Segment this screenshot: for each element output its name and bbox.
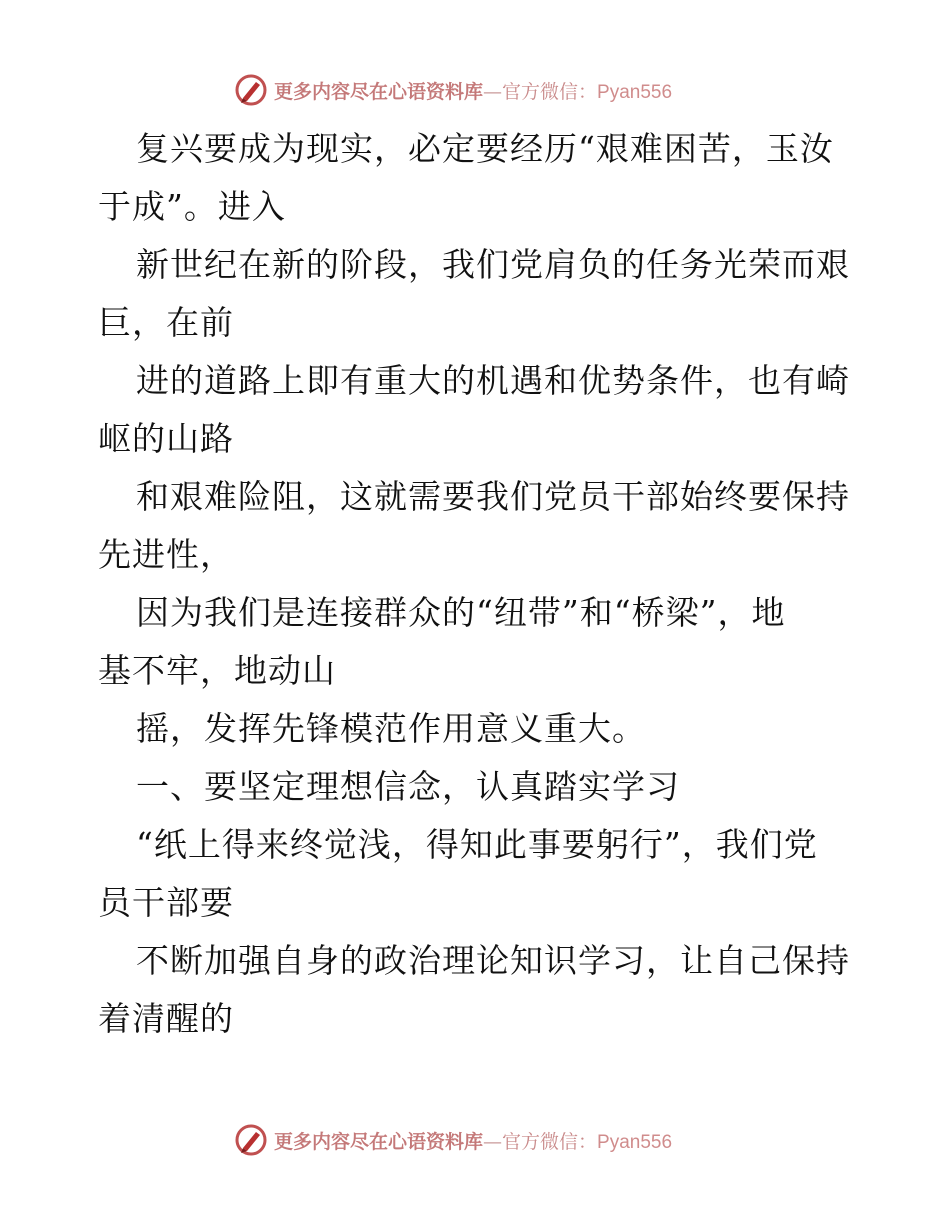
text-line: 和艰难险阻，这就需要我们党员干部始终要保持 xyxy=(136,477,850,516)
text-line: 因为我们是连接群众的“纽带”和“桥梁”，地 xyxy=(136,593,786,632)
text-line: 新世纪在新的阶段，我们党肩负的任务光荣而艰 xyxy=(136,245,850,284)
text-line: 摇，发挥先锋模范作用意义重大。 xyxy=(136,709,646,748)
text-line: 复兴要成为现实，必定要经历“艰难困苦，玉汝 xyxy=(136,129,834,168)
header-banner xyxy=(234,72,672,108)
banner-text: 更多内容尽在心语资料库—官方微信：Pyan556 xyxy=(274,1130,673,1153)
banner-text: 更多内容尽在心语资料库—官方微信：Pyan556 xyxy=(274,80,673,103)
text-line: “纸上得来终觉浅，得知此事要躬行”，我们党 xyxy=(136,825,818,864)
text-line: 进的道路上即有重大的机遇和优势条件，也有崎 xyxy=(136,361,850,400)
text-line: 于成”。进入 xyxy=(98,187,286,226)
pen-logo-icon xyxy=(234,1123,268,1157)
text-line: 岖的山路 xyxy=(98,419,234,458)
pen-logo-icon xyxy=(234,73,268,107)
text-line: 基不牢，地动山 xyxy=(98,651,336,690)
text-line: 不断加强自身的政治理论知识学习，让自己保持 xyxy=(136,941,850,980)
text-line: 着清醒的 xyxy=(98,999,234,1038)
text-line: 先进性， xyxy=(98,535,234,574)
text-line: 巨，在前 xyxy=(98,303,234,342)
text-line: 一、要坚定理想信念，认真踏实学习 xyxy=(136,767,680,806)
text-line: 员干部要 xyxy=(98,883,234,922)
footer-banner xyxy=(234,1122,672,1158)
document-body xyxy=(98,120,858,1048)
